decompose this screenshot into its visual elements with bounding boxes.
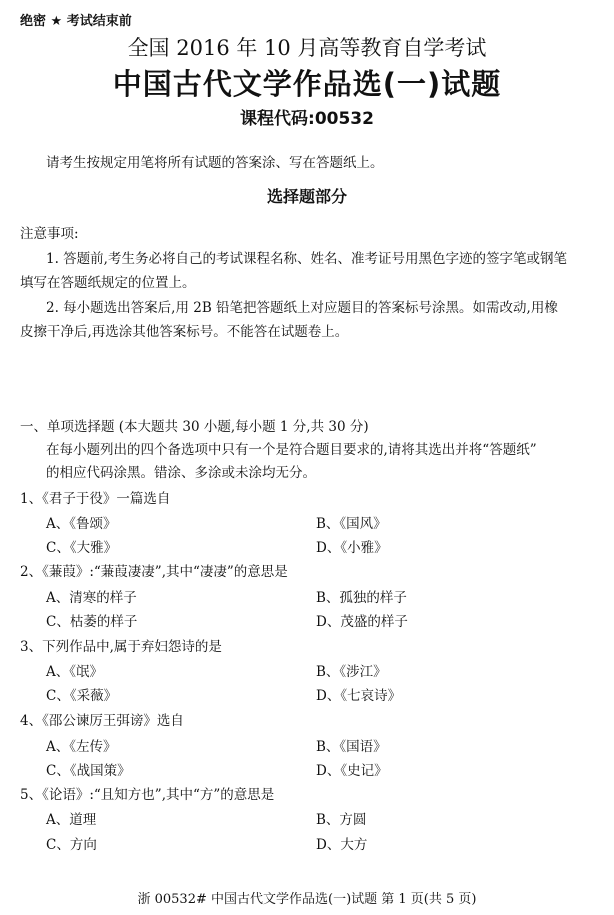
course-code: 课程代码:00532 xyxy=(240,109,374,129)
page-footer: 浙 00532# 中国古代文学作品选(一)试题 第 1 页(共 5 页) xyxy=(137,892,477,907)
exam-session-title: 全国 2016 年 10 月高等教育自学考试 xyxy=(127,36,487,60)
exam-title: 中国古代文学作品选(一)试题 xyxy=(112,67,502,101)
question-5-option-d: D、大方 xyxy=(316,837,368,853)
question-5-stem: 5、《论语》:“且知方也”,其中“方”的意思是 xyxy=(20,787,275,803)
note-item-1-line-1: 1. 答题前,考生务必将自己的考试课程名称、姓名、准考证号用黑色字迹的签字笔或钢笔 xyxy=(46,251,567,267)
part-description-line-1: 在每小题列出的四个备选项中只有一个是符合题目要求的,请将其选出并将“答题纸” xyxy=(46,442,537,458)
question-1-option-a: A、《鲁颂》 xyxy=(46,516,117,532)
note-item-2-line-2: 皮擦干净后,再选涂其他答案标号。不能答在试题卷上。 xyxy=(20,324,349,340)
question-1-option-d: D、《小雅》 xyxy=(316,540,388,556)
note-item-2-line-1: 2. 每小题选出答案后,用 2B 铅笔把答题纸上对应题目的答案标号涂黑。如需改动,用橡 xyxy=(46,300,558,316)
question-2-option-c: C、枯萎的样子 xyxy=(46,614,138,630)
question-5-option-a: A、道理 xyxy=(46,812,97,828)
general-instruction: 请考生按规定用笔将所有试题的答案涂、写在答题纸上。 xyxy=(46,155,384,171)
confidential-label: 绝密 ★ 考试结束前 xyxy=(20,14,132,29)
question-1-option-b: B、《国风》 xyxy=(316,516,387,532)
question-5-option-c: C、方向 xyxy=(46,837,97,853)
question-3-option-d: D、《七哀诗》 xyxy=(316,688,402,704)
question-2-stem: 2、《蒹葭》:“蒹葭凄凄”,其中“凄凄”的意思是 xyxy=(20,564,288,580)
question-2-option-a: A、清寒的样子 xyxy=(46,590,137,606)
question-3-stem: 3、下列作品中,属于弃妇怨诗的是 xyxy=(20,639,222,655)
question-3-option-c: C、《采薇》 xyxy=(46,688,118,704)
part-description-line-2: 的相应代码涂黑。错涂、多涂或未涂均无分。 xyxy=(46,465,316,481)
question-2-option-d: D、茂盛的样子 xyxy=(316,614,408,630)
question-4-option-d: D、《史记》 xyxy=(316,763,388,779)
question-1-stem: 1、《君子于役》一篇选自 xyxy=(20,491,171,507)
question-3-option-a: A、《氓》 xyxy=(46,664,103,680)
question-5-option-b: B、方圆 xyxy=(316,812,367,828)
question-4-option-b: B、《国语》 xyxy=(316,739,387,755)
question-4-option-a: A、《左传》 xyxy=(46,739,117,755)
question-4-option-c: C、《战国策》 xyxy=(46,763,131,779)
section-title: 选择题部分 xyxy=(266,187,347,206)
notes-heading: 注意事项: xyxy=(20,226,79,242)
question-1-option-c: C、《大雅》 xyxy=(46,540,118,556)
question-2-option-b: B、孤独的样子 xyxy=(316,590,407,606)
part-heading: 一、单项选择题 (本大题共 30 小题,每小题 1 分,共 30 分) xyxy=(20,419,369,435)
question-3-option-b: B、《涉江》 xyxy=(316,664,387,680)
question-4-stem: 4、《邵公谏厉王弭谤》选自 xyxy=(20,713,184,729)
note-item-1-line-2: 填写在答题纸规定的位置上。 xyxy=(20,275,196,291)
